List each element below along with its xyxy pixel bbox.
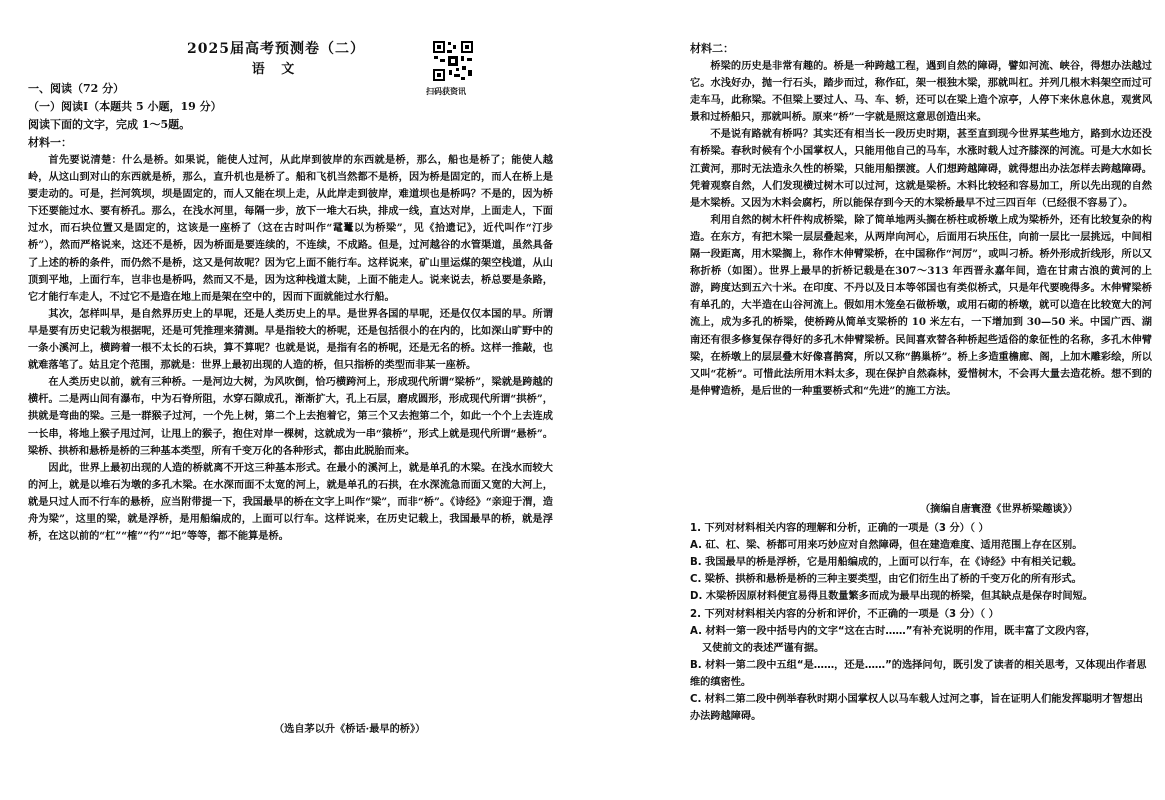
- instruction-text: 阅读下面的文字，完成 1～5题。: [28, 118, 191, 131]
- qr-label: 扫码获资讯: [426, 86, 466, 96]
- material2-label: 材料二：: [690, 42, 734, 55]
- exam-title: 2025届高考预测卷（二）: [187, 41, 365, 57]
- qr-code-icon[interactable]: [432, 40, 474, 82]
- material1-source: （选自茅以升《桥话·最早的桥》）: [274, 723, 426, 735]
- answer-option-a[interactable]: A. 矼、杠、梁、桥都可用来巧妙应对自然障碍，但在建造难度、适用范围上存在区别。: [690, 540, 1083, 551]
- material1-paragraph: 在人类历史以前，就有三种桥。一是河边大树，为风吹倒，恰巧横跨河上，形成现代所谓“梁桥”，梁就是跨越的横杆。二是两山间有瀑布，中为石脊所阻，水穿石隙成孔，渐渐扩大，孔上石层，磨成圆形，形成现代所谓“拱桥”，拱就是弯曲的梁。三是一群猴子过河，一个先上树，第二个上去抱着它，第三个又去抱第二个，如此一个个上去连成一长串，将地上猴子甩过河，让甩上的猴子，抱住对岸一棵树，这就成为一串“猿桥”，形式上就是现代所谓“悬桥”。梁桥、拱桥和悬桥是桥的三种基本类型，所有千变万化的各种形式，都由此脱胎而来。: [28, 376, 553, 457]
- material1-label: 材料一：: [28, 136, 72, 149]
- answer-option-b[interactable]: B. 我国最早的桥是浮桥，它是用船编成的，上面可以行车，在《诗经》中有相关记载。: [690, 557, 1083, 568]
- material2-paragraph: 不是说有路就有桥吗？其实还有相当长一段历史时期，甚至直到现今世界某些地方，路到水边还没有桥梁。春秋时候有个小国掌权人，只能用他自己的马车，水涨时载人过齐膝深的河流。可是大水如长江黄河，那时无法造永久性的桥梁，只能用船摆渡。人们想跨越障碍，就得想出办法怎样去跨越障碍。凭着观察自然，人们发现横过树木可以过河，这就是梁桥。木料比较轻和容易加工，所以先出现的自然是木梁桥。又因为木料会腐朽，所以能保存到今天的木梁桥最早不过三四百年（已经很不容易了）。: [690, 128, 1152, 209]
- material1-paragraph: 首先要说清楚：什么是桥。如果说，能使人过河，从此岸到彼岸的东西就是桥，那么，船也是桥了；能使人越岭，从这山到对山的东西就是桥，那么，直升机也是桥了。船和飞机当然都不是桥，因为桥是固定的，而人在桥上是要走动的。可是，拦河筑坝，坝是固定的，而人又能在坝上走，从此岸走到彼岸，难道坝也是桥吗？不是的，因为桥下还要能过水、要有桥孔。那么，在浅水河里，每隔一步，放下一堆大石块，排成一线，直达对岸，上面走人，下面过水，而石块位置又是固定的，这该是一座桥了（这在古时叫作“鼋鼍以为桥梁”，见《拾遗记》，近代叫作“汀步桥”），然而严格说来，这还不是桥，因为桥面是要连续的，不连续，不成路。但是，过河越谷的水管渠道，虽然具备了上述的桥的条件，而仍然不是桥，这又是何故呢？因为它上面不能行车。这样说来，矿山里运煤的架空栈道，从山顶到平地，上面行车，岂非也是桥吗，然而又不是，因为这种栈道太陡，上面不能走人。说来说去，桥总要是条路，它才能行车走人，不过它不是造在地上而是架在空中的，因而下面就能过水行船。: [28, 154, 553, 303]
- subsection-heading: （一）阅读Ⅰ（本题共 5 小题，19 分）: [28, 100, 222, 113]
- answer-option-a-cont: 又使前文的表述严谨有据。: [702, 643, 825, 654]
- answer-option-c[interactable]: C. 梁桥、拱桥和悬桥是桥的三种主要类型，由它们衍生出了桥的千变万化的所有形式。: [690, 574, 1082, 585]
- answer-option-a[interactable]: A. 材料一第一段中括号内的文字“这在古时……”有补充说明的作用，既丰富了文段内容，: [690, 626, 1096, 637]
- question-stem: 1. 下列对材料相关内容的理解和分析，正确的一项是（3 分）（ ）: [690, 523, 989, 534]
- section-heading: 一、阅读（72 分）: [28, 82, 125, 95]
- answer-option-b[interactable]: B. 材料一第二段中五组“是……，还是……”的选择问句，既引发了读者的相关思考，又体现出作者思维的缜密性。: [690, 660, 1147, 688]
- material1-paragraph: 因此，世界上最初出现的人造的桥就离不开这三种基本形式。在最小的溪河上，就是单孔的木梁。在浅水而较大的河上，就是以堆石为墩的多孔木梁。在水深而面不太宽的河上，就是单孔的石拱，在水深流急而面又宽的大河上，就是只过人而不行车的悬桥，应当附带提一下，我国最早的桥在文字上叫作“梁”，而非“桥”。《诗经》“亲迎于渭，造舟为梁”，这里的梁，就是浮桥，是用船编成的，上面可以行车。这样说来，在历史记载上，我国最早的桥，就是浮桥，在这以前的“杠”“榷”“彴”“圯”等等，都不能算是桥。: [28, 461, 553, 543]
- question-stem: 2. 下列对材料相关内容的分析和评价，不正确的一项是（3 分）（ ）: [690, 609, 999, 620]
- subject-title: 语 文: [251, 62, 301, 77]
- material2-source: （摘编自唐寰澄《世界桥梁趣谈》）: [920, 503, 1078, 515]
- answer-option-c[interactable]: C. 材料二第二段中例举春秋时期小国掌权人以马车载人过河之事，旨在证明人们能发挥聪明才智想出办法跨越障碍。: [690, 694, 1143, 722]
- material2-paragraph: 桥梁的历史是非常有趣的。桥是一种跨越工程，遇到自然的障碍，譬如河流、峡谷，得想办法越过它。水浅好办，抛一行石头，踏步而过，称作矼，架一根独木梁，那就叫杠。并列几根木料架空而过可走车马，此称梁。不但梁上要过人、马、车、轿，还可以在梁上造个凉亭，人停下来休息休息，观赏风景和过桥船只，那就叫桥。原来“桥”一字就是照这意思创造出来。: [690, 60, 1152, 124]
- question-1: [690, 520, 1152, 605]
- material1-paragraph: 其次，怎样叫早，是自然界历史上的早呢，还是人类历史上的早。是世界各国的早呢，还是仅仅本国的早。所谓早是要有历史记载为根据呢，还是可凭推理来猜测。早是指较大的桥呢，还是包括很小的在内的，比如深山旷野中的一条小溪河上，横跨着一根不太长的石块，算不算呢？也就是说，是指有名的桥呢，还是无名的桥。这样一推敲，也就难落笔了。姑且定个范围，那就是：世界上最初出现的人造的桥，但只指桥的类型而非某一座桥。: [28, 307, 553, 372]
- material2-paragraph: 利用自然的树木杆件构成桥梁，除了简单地两头搁在桥柱或桥墩上成为梁桥外，还有比较复杂的构造。在东方，有把木梁一层层叠起来，从两岸向河心，后面用石块压住，向前一层比一层挑远，中间相隔一段距离，用木梁搁上，称作木伸臂梁桥，在中国称作“河厉”，或叫刁桥。桥外形成折线形，所以又称折桥（如图）。世界上最早的折桥记载是在307～313 年西晋永嘉年间，造在甘肃古浪的黄河的上游，跨度达到五六十米。在印度、不丹以及日本等邻国也有类似桥式，只是年代要晚得多。木伸臂梁桥有单孔的，大半造在山谷河流上。假如用木笼垒石做桥墩，或用石砌的桥墩，就可以造在比较宽大的河流上，成为多孔的桥梁，使桥跨从简单支梁桥的 10 米左右，一下增加到 30—50 米。中国广西、湖南还有很多修复保存得好的多孔木伸臂梁桥。民间喜欢替各种桥起些适俗的象征性的名称，多孔木伸臂梁，在桥墩上的层层叠木好像喜鹊窝，所以又称“鹊巢桥”。桥上多造重檐廊、阁，上加木雕彩绘，所以又叫“花桥”。可惜此法所用木料太多，现在保护自然森林，爱惜树木，不会再大量去造花桥。想不到的是伸臂造桥，是后世的一种重要桥式和“先进”的施工方法。: [690, 213, 1152, 397]
- material2-body: [690, 58, 1152, 400]
- answer-option-d[interactable]: D. 木梁桥因原材料便宜易得且数量繁多而成为最早出现的桥梁，但其缺点是保存时间短。: [690, 591, 1093, 602]
- material1-body: [28, 152, 553, 545]
- question-2: [690, 606, 1152, 725]
